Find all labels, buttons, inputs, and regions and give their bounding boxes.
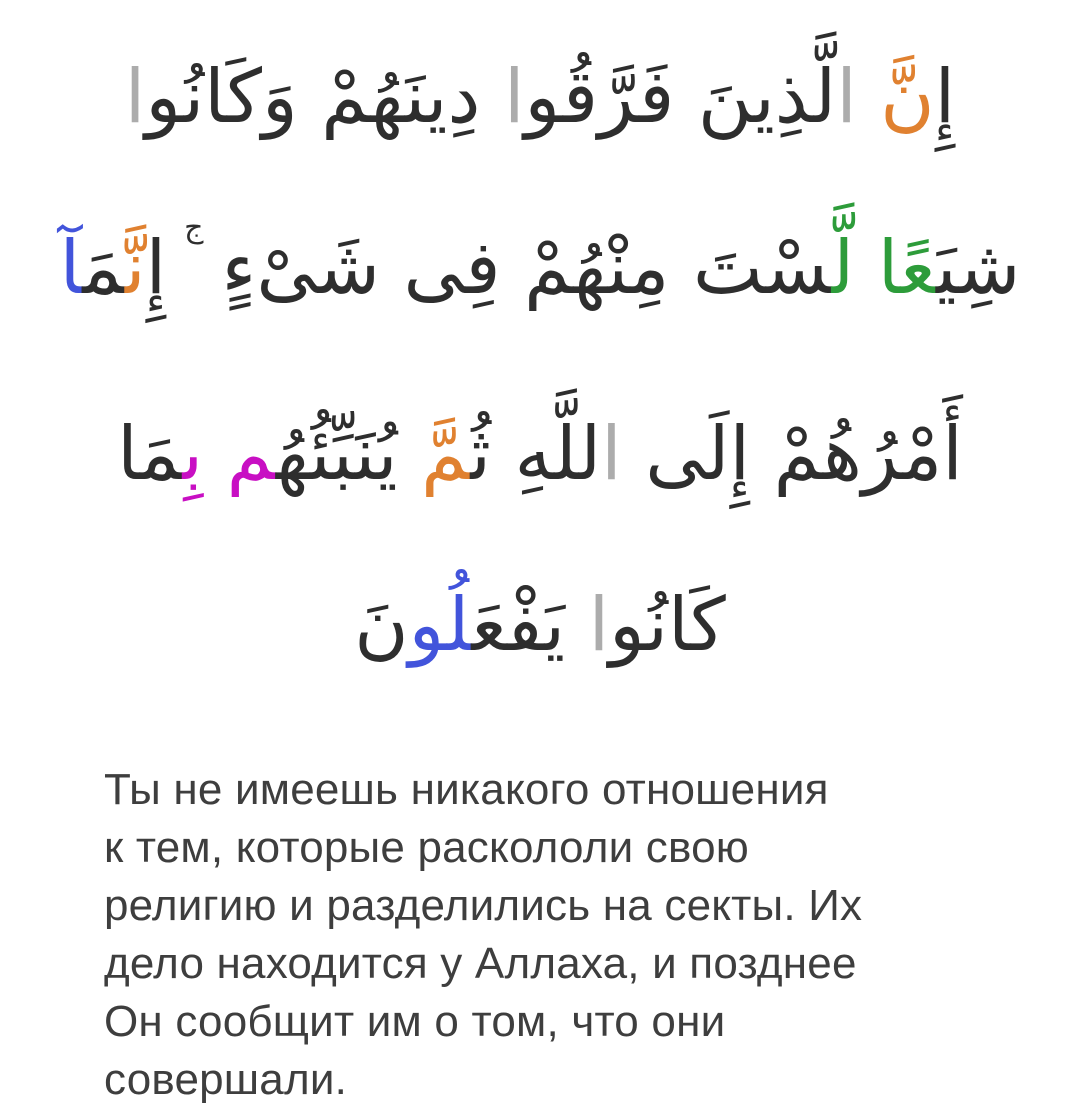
translation-line: Ты не имеешь никакого отношения — [104, 765, 829, 814]
arabic-segment-idgham: عًا — [877, 225, 936, 311]
arabic-segment: كَانُو — [609, 582, 726, 668]
arabic-segment: سْتَ مِنْهُمْ فِى شَىْءٍ — [221, 225, 832, 311]
arabic-segment: إِ — [934, 54, 956, 140]
arabic-line-3 — [0, 369, 1080, 540]
arabic-segment-ghunnah: نَّ — [880, 54, 935, 140]
waqf-jeem-mark: ج — [184, 210, 204, 245]
arabic-segment — [854, 225, 878, 311]
translation-line: дело находится у Аллаха, и позднее — [104, 939, 857, 988]
arabic-segment-silent: ا — [124, 54, 146, 140]
arabic-segment: يَفْعَ — [471, 582, 589, 668]
arabic-segment — [203, 411, 227, 497]
arabic-segment-ikhfa: م — [226, 411, 276, 497]
arabic-segment: لَّذِينَ فَرَّقُو — [524, 54, 837, 140]
translation-line: к тем, которые раскололи свою — [104, 823, 749, 872]
arabic-segment: يُنَبِّئُهُ — [275, 411, 422, 497]
arabic-segment-madd: لُو — [408, 582, 472, 668]
arabic-segment-madd: آ — [59, 225, 83, 311]
arabic-segment: مَ — [82, 225, 125, 311]
translation-line: религию и разделились на секты. Их — [104, 881, 863, 930]
arabic-segment-ghunnah: نَّ — [125, 225, 146, 311]
arabic-segment: مَا — [117, 411, 183, 497]
translation-text — [104, 761, 1020, 1109]
translation-line: Он сообщит им о том, что они — [104, 997, 726, 1046]
arabic-segment: إِ — [145, 225, 167, 311]
arabic-line-2 — [0, 183, 1080, 369]
arabic-line-4 — [0, 540, 1080, 711]
arabic-segment-ghunnah: مَّ — [421, 411, 471, 497]
arabic-segment: أَمْرُهُمْ إِلَى — [621, 411, 963, 497]
arabic-segment-idgham: لَّ — [831, 225, 855, 311]
arabic-segment-silent: ا — [601, 411, 622, 497]
translation-line: совершали. — [104, 1055, 348, 1104]
arabic-segment: شِيَ — [935, 225, 1021, 311]
arabic-segment: للَّهِ — [490, 411, 602, 497]
arabic-segment — [857, 54, 881, 140]
arabic-segment-ikhfa: بِ — [182, 411, 204, 497]
arabic-segment: دِينَهُمْ وَكَانُو — [145, 54, 504, 140]
arabic-line-1 — [0, 12, 1080, 183]
arabic-segment: نَ — [354, 582, 409, 668]
arabic-segment-silent: ا — [503, 54, 525, 140]
arabic-segment: ثُ — [470, 411, 491, 497]
arabic-segment-silent: ا — [836, 54, 857, 140]
arabic-segment-silent: ا — [588, 582, 610, 668]
